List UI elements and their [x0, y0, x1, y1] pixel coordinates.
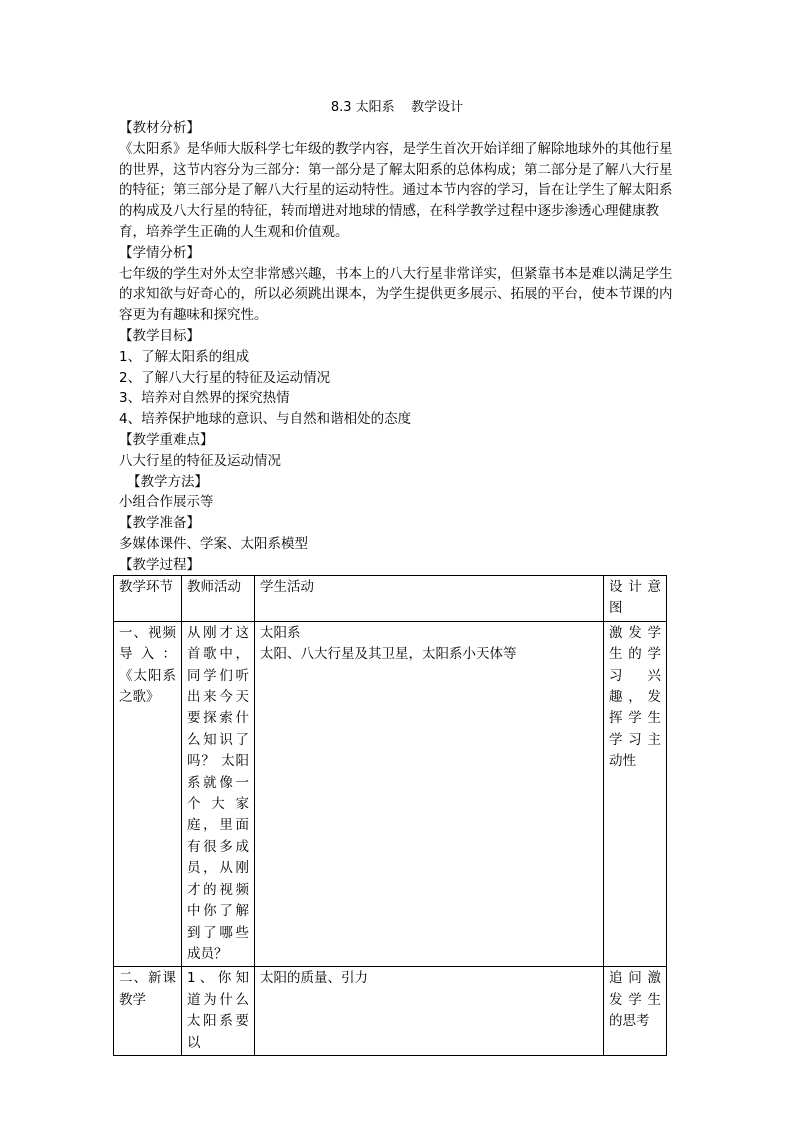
objective-item: 3、培养对自然界的探究热情 — [119, 390, 290, 407]
teaching-process-table — [113, 575, 667, 1056]
objective-item: 4、培养保护地球的意识、与自然和谐相处的态度 — [119, 411, 412, 428]
textbook-analysis-text: 《太阳系》是华师大版科学七年级的教学内容，是学生首次开始详细了解除地球外的其他行星的世界，这节内容分为三部分：第一部分是了解太阳系的总体构成；第二部分是了解八大行星的特征；第三部分是了解八大行星的运动特性。通过本节内容的学习，旨在让学生了解太阳系的构成及八大行星的特征，转而增进对地球的情感，在科学教学过程中逐步渗透心理健康教育，培养学生正确的人生观和价值观。 — [119, 140, 673, 240]
student-activity-line: 太阳系 — [260, 624, 301, 641]
header-cell-teacher: 教师活动 — [182, 576, 255, 622]
header-cell-student: 学生活动 — [255, 576, 604, 622]
student-analysis-text: 七年级的学生对外太空非常感兴趣，书本上的八大行星非常详实，但紧靠书本是难以满足学生的求知欲与好奇心的，所以必须跳出课本，为学生提供更多展示、拓展的平台，使本节课的内容更为有趣味和探究性。 — [119, 265, 673, 324]
table-row — [114, 967, 667, 1056]
section-heading-preparation: 【教学准备】 — [119, 515, 200, 532]
section-heading-methods: 【教学方法】 — [127, 473, 208, 490]
cell-design-intent: 追问激发学生的思考 — [604, 967, 667, 1056]
header-cell-stage: 教学环节 — [114, 576, 182, 622]
student-activity-line: 太阳的质量、引力 — [260, 970, 368, 987]
section-heading-textbook-analysis: 【教材分析】 — [119, 120, 200, 136]
table-header-row — [114, 576, 667, 622]
document-title: 8.3 太阳系 教学设计 — [330, 100, 464, 115]
preparation-text: 多媒体课件、学案、太阳系模型 — [119, 535, 308, 552]
cell-stage: 一、视频导入：《太阳系之歌》 — [114, 621, 182, 967]
cell-stage: 二、新课教学 — [114, 967, 182, 1056]
cell-design-intent: 激发学生的学习兴趣，发挥学生学习主动性 — [604, 621, 667, 967]
cell-student-activity — [255, 621, 604, 967]
cell-teacher-activity: 1、你知道为什么太阳系要以 — [182, 967, 255, 1056]
student-activity-line: 太阳、八大行星及其卫星，太阳系小天体等 — [260, 646, 517, 663]
key-points-text: 八大行星的特征及运动情况 — [119, 452, 281, 469]
cell-student-activity — [255, 967, 604, 1056]
section-heading-process: 【教学过程】 — [119, 556, 200, 573]
section-heading-student-analysis: 【学情分析】 — [119, 244, 200, 261]
document-body — [119, 118, 679, 576]
methods-text: 小组合作展示等 — [119, 494, 214, 511]
cell-teacher-activity: 从刚才这首歌中，同学们听出来今天要探索什么知识了吗？ 太阳系就像一个大家庭，里面有很多成员，从刚才的视频中你了解到了哪些成员？ — [182, 621, 255, 967]
section-heading-key-points: 【教学重难点】 — [119, 431, 214, 448]
objective-item: 1、了解太阳系的组成 — [119, 348, 250, 365]
table-row — [114, 621, 667, 967]
section-heading-objectives: 【教学目标】 — [119, 327, 200, 344]
objective-item: 2、了解八大行星的特征及运动情况 — [119, 369, 331, 386]
header-cell-intent: 设计意图 — [604, 576, 667, 622]
